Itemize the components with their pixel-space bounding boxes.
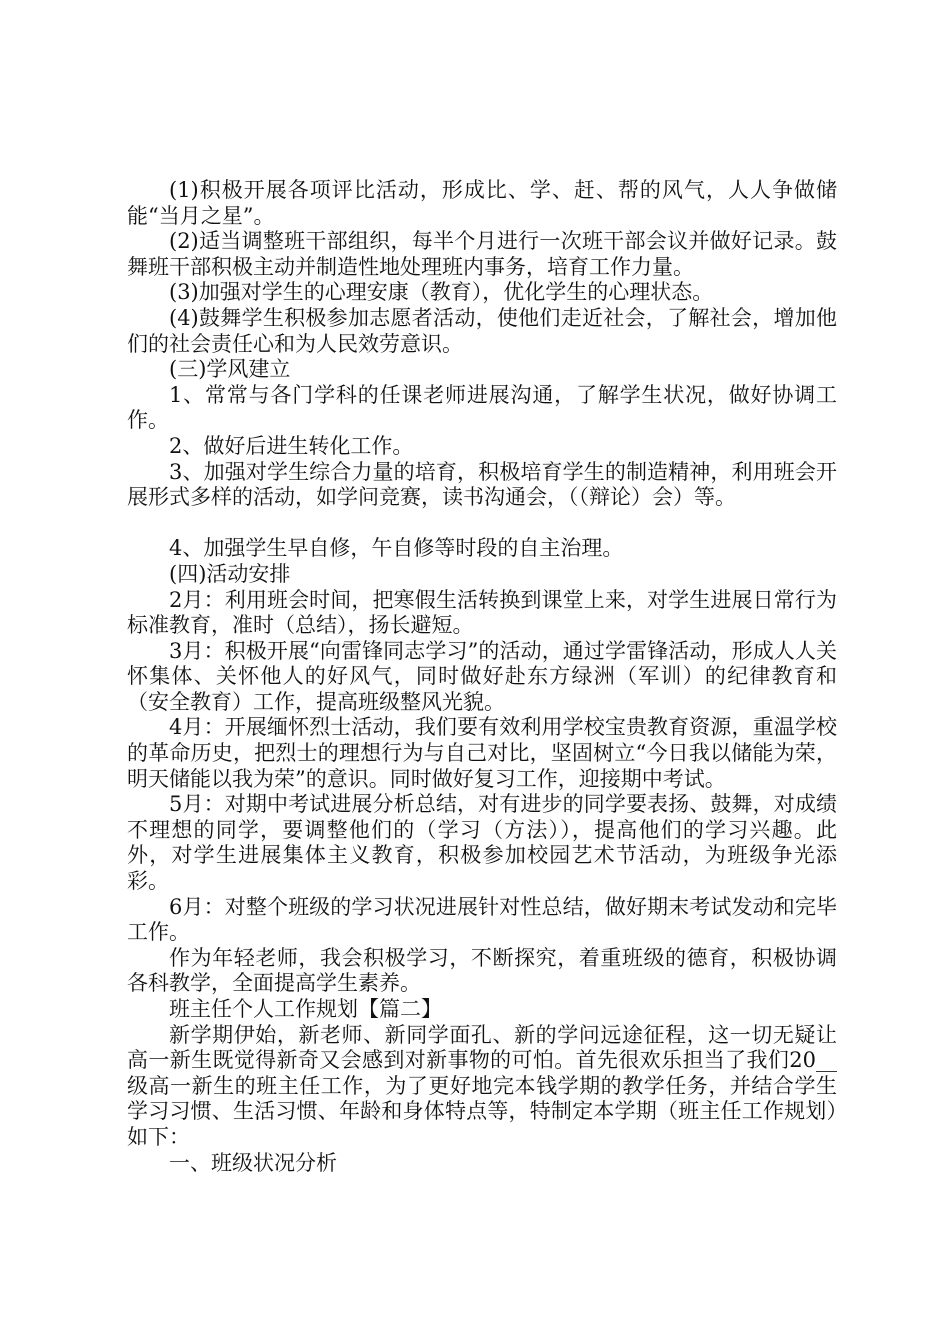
paragraph: (2)适当调整班干部组织，每半个月进行一次班干部会议并做好记录。鼓舞班干部积极主动并制造性地处理班内事务，培育工作力量。: [127, 229, 837, 279]
document-body: [127, 178, 837, 1176]
paragraph: (1)积极开展各项评比活动，形成比、学、赶、帮的风气，人人争做储能“当月之星”。: [127, 178, 837, 228]
section-heading: 班主任个人工作规划【篇二】: [169, 997, 442, 1021]
paragraph: 1、常常与各门学科的任课老师进展沟通，了解学生状况，做好协调工作。: [127, 382, 837, 433]
paragraph: 3、加强对学生综合力量的培育，积极培育学生的制造精神，利用班会开展形式多样的活动，如学问竞赛，读书沟通会，（（辩论）会）等。: [127, 459, 837, 510]
paragraph: 4、加强学生早自修，午自修等时段的自主治理。: [169, 536, 624, 561]
paragraph: 5月：对期中考试进展分析总结，对有进步的同学要表扬、鼓舞，对成绩不理想的同学，要调整他们的（学习（方法）），提高他们的学习兴趣。此外，对学生进展集体主义教育，积极参加校园艺术节活动，为班级争光添彩。: [127, 792, 837, 894]
paragraph: 2、做好后进生转化工作。: [169, 433, 414, 458]
paragraph: 4月：开展缅怀烈士活动，我们要有效利用学校宝贵教育资源，重温学校的革命历史，把烈士的理想行为与自己对比，坚固树立“今日我以储能为荣，明天储能以我为荣”的意识。同时做好复习工作，迎接期中考试。: [127, 715, 837, 791]
paragraph: 3月：积极开展“向雷锋同志学习”的活动，通过学雷锋活动，形成人人关怀集体、关怀他人的好风气，同时做好赴东方绿洲（军训）的纪律教育和（安全教育）工作，提高班级整风光貌。: [127, 638, 837, 714]
section-heading: (四)活动安排: [169, 561, 291, 586]
section-heading: 一、班级状况分析: [169, 1150, 337, 1175]
section-heading: (三)学风建立: [169, 357, 291, 382]
paragraph: 新学期伊始，新老师、新同学面孔、新的学问远途征程，这一切无疑让高一新生既觉得新奇又会感到对新事物的可怕。首先很欢乐担当了我们20__级高一新生的班主任工作，为了更好地完本钱学期的教学任务，并结合学生学习习惯、生活习惯、年龄和身体特点等，特制定本学期（班主任工作规划）如下：: [127, 1022, 837, 1149]
paragraph: 作为年轻老师，我会积极学习，不断探究，着重班级的德育，积极协调各科教学，全面提高学生素养。: [127, 945, 837, 996]
paragraph: (4)鼓舞学生积极参加志愿者活动，使他们走近社会，了解社会，增加他们的社会责任心和为人民效劳意识。: [127, 305, 837, 356]
paragraph: 2月：利用班会时间，把寒假生活转换到课堂上来，对学生进展日常行为标准教育，准时（总结），扬长避短。: [127, 587, 837, 638]
paragraph: (3)加强对学生的心理安康（教育），优化学生的心理状态。: [169, 280, 714, 305]
paragraph: 6月：对整个班级的学习状况进展针对性总结，做好期末考试发动和完毕工作。: [127, 894, 837, 945]
